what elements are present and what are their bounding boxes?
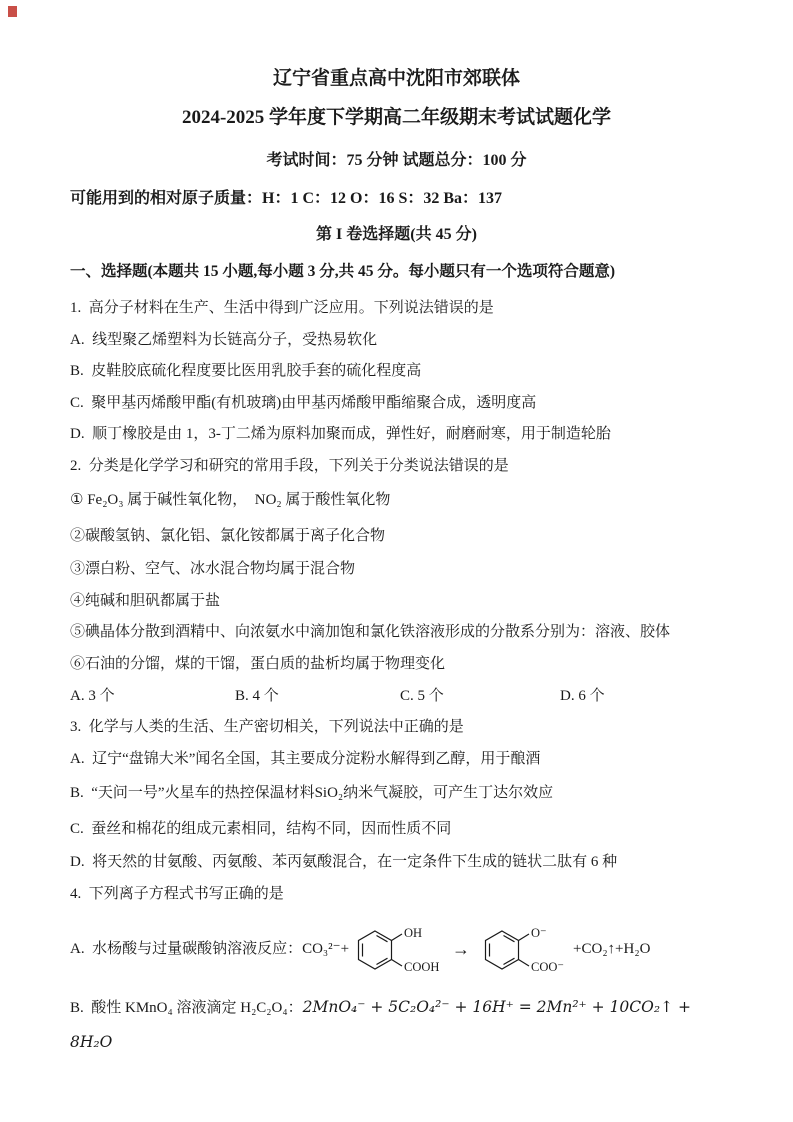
q2-item-1: ① Fe₂O₃ 属于碱性氧化物， NO₂ 属于酸性氧化物 xyxy=(70,492,391,508)
reaction-arrow: → xyxy=(452,939,471,959)
q1-option-d: D. 顺丁橡胶是由 1，3-丁二烯为原料加聚而成，弹性好，耐磨耐寒，用于制造轮胎 xyxy=(70,426,611,442)
q4a-reaction-prefix: A. 水杨酸与过量碳酸钠溶液反应：CO₃²⁻+ xyxy=(70,941,350,957)
bond-to-o-minus xyxy=(519,934,530,941)
substituent-label-cooh: COOH xyxy=(404,960,440,974)
q4a-reaction-suffix: +CO₂↑+H₂O xyxy=(573,941,651,957)
corner-mark-icon xyxy=(8,6,17,17)
q4b-prefix: B. 酸性 KMnO₄ 溶液滴定 H₂C₂O₄： xyxy=(70,1000,303,1016)
q3-option-a: A. 辽宁“盘锦大米”闻名全国，其主要成分淀粉水解得到乙醇，用于酿酒 xyxy=(70,750,541,767)
q4-option-a xyxy=(70,914,723,984)
benzene-ring xyxy=(486,931,519,969)
exam-meta: 考试时间：75 分钟 试题总分：100 分 xyxy=(266,152,527,169)
q2-answer-d: D. 6 个 xyxy=(560,688,605,704)
double-bond-1 xyxy=(504,936,515,942)
q1-stem: 1. 高分子材料在生产、生活中得到广泛应用。下列说法错误的是 xyxy=(70,300,494,316)
q2-item-4: ④纯碱和胆矾都属于盐 xyxy=(70,592,221,609)
q4-stem: 4. 下列离子方程式书写正确的是 xyxy=(70,885,284,902)
q2-item-5: ⑤碘晶体分散到酒精中、向浓氨水中滴加饱和氯化铁溶液形成的分散系分别为：溶液、胶体 xyxy=(70,624,671,640)
q3-option-d: D. 将天然的甘氨酸、丙氨酸、苯丙氨酸混合，在一定条件下生成的链状二肽有 6 种 xyxy=(70,854,618,870)
part-title: 一、选择题(本题共 15 小题,每小题 3 分,共 45 分。每小题只有一个选项符合题意) xyxy=(70,263,616,280)
double-bond-1 xyxy=(377,936,388,942)
salicylic-acid-structure xyxy=(349,914,446,984)
double-bond-2 xyxy=(504,958,515,964)
q4-option-b xyxy=(70,990,723,1060)
salicylate-product-structure xyxy=(476,914,573,984)
benzene-ring xyxy=(359,931,392,969)
exam-title: 2024-2025 学年度下学期高二年级期末考试试题化学 xyxy=(181,107,612,128)
school-title: 辽宁省重点高中沈阳市郊联体 xyxy=(272,68,520,89)
q3-option-c: C. 蚕丝和棉花的组成元素相同，结构不同，因而性质不同 xyxy=(70,821,452,837)
substituent-label-o-minus: O⁻ xyxy=(531,926,547,940)
bond-to-coo-minus xyxy=(519,960,530,967)
q2-answer-row xyxy=(70,680,723,712)
q2-answer-c: C. 5 个 xyxy=(400,688,444,704)
q3-stem: 3. 化学与人类的生活、生产密切相关，下列说法中正确的是 xyxy=(70,719,464,735)
q3-option-b: B. “天问一号”火星车的热控保温材料SiO₂纳米气凝胶，可产生丁达尔效应 xyxy=(70,785,554,801)
bond-to-cooh xyxy=(392,960,403,967)
q2-item-6: ⑥石油的分馏，煤的干馏，蛋白质的盐析均属于物理变化 xyxy=(70,655,446,672)
substituent-label-coo-minus: COO⁻ xyxy=(531,960,565,974)
double-bond-2 xyxy=(377,958,388,964)
atomic-masses: 可能用到的相对原子质量：H：1 C：12 O：16 S：32 Ba：137 xyxy=(70,190,503,207)
q2-stem: 2. 分类是化学学习和研究的常用手段，下列关于分类说法错误的是 xyxy=(70,457,509,474)
q2-answer-b: B. 4 个 xyxy=(235,688,279,704)
substituent-label-oh: OH xyxy=(404,926,423,940)
q2-item-3: ③漂白粉、空气、冰水混合物均属于混合物 xyxy=(70,561,356,577)
q1-option-b: B. 皮鞋胶底硫化程度要比医用乳胶手套的硫化程度高 xyxy=(70,363,422,379)
bond-to-oh xyxy=(392,934,403,941)
q1-option-a: A. 线型聚乙烯塑料为长链高分子，受热易软化 xyxy=(70,331,378,348)
q2-answer-a: A. 3 个 xyxy=(70,688,115,704)
q4b-ionic-equation: 2MnO₄⁻ + 5C₂O₄²⁻ + 16H⁺ = 2Mn²⁺ + 10CO₂↑ + 8H₂O xyxy=(70,998,696,1051)
q2-item-2: ②碳酸氢钠、氯化铝、氯化铵都属于离子化合物 xyxy=(70,528,386,544)
section-title: 第 I 卷选择题(共 45 分) xyxy=(316,226,477,243)
q1-option-c: C. 聚甲基丙烯酸甲酯(有机玻璃)由甲基丙烯酸甲酯缩聚合成，透明度高 xyxy=(70,394,537,411)
